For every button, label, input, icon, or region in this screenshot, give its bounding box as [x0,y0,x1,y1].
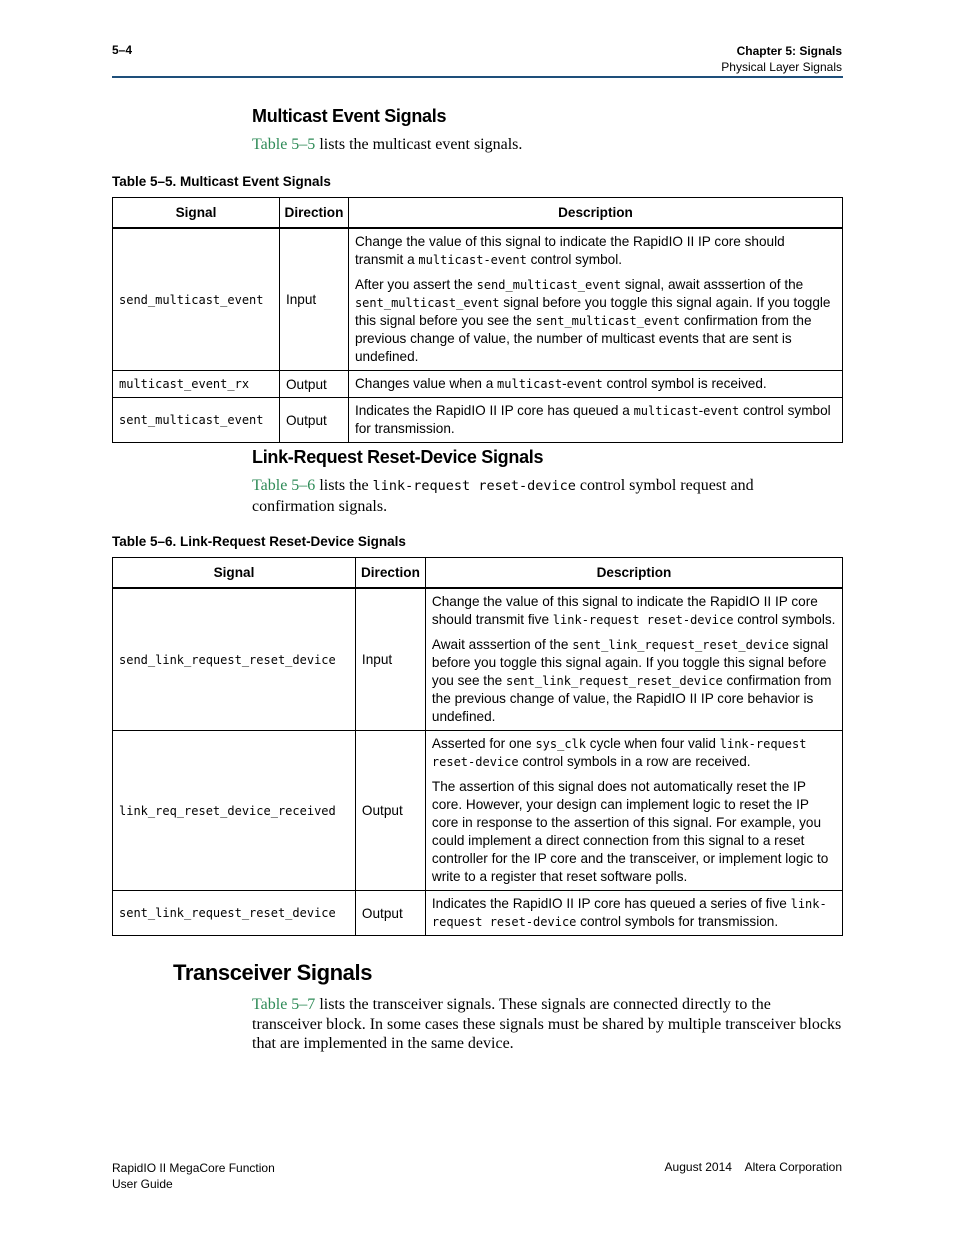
signal-direction: Output [279,371,348,398]
linkreq-table [112,557,843,936]
signal-description: Indicates the RapidIO II IP core has queued a series of five link-request reset-device control symbols for transmission. [425,891,842,936]
transceiver-heading: Transceiver Signals [173,960,373,985]
transceiver-intro: Table 5–7 lists the transceiver signals. These signals are connected directly to the transceiver block. In some cases these signals must be shared by multiple transceiver blocks that are implemented in the same device. [252,996,842,1052]
signal-name: link_req_reset_device_received [113,731,356,891]
signal-direction: Output [279,398,348,443]
header-rule [112,76,843,78]
signal-description: Indicates the RapidIO II IP core has queued a multicast-event control symbol for transmission. [348,398,842,443]
signal-direction: Input [279,228,348,371]
table-row [113,398,843,443]
column-header: Direction [279,198,348,229]
column-header: Description [348,198,842,229]
table-row [113,228,843,371]
multicast-intro: Table 5–5 lists the multicast event signals. [252,136,523,153]
signal-description: Asserted for one sys_clk cycle when four valid link-request reset-device control symbols in a row are received. The assertion of this signal does not automatically reset the IP core. However, your design can implement logic to reset the IP core in response to the assertion of this signal. For example, you could implement a direct connection from this signal to a reset controller for the IP core and the transceiver, or implement logic to write to a register that reset software polls. [425,731,842,891]
table-5-6-caption: Table 5–6. Link-Request Reset-Device Signals [112,534,406,549]
signal-direction: Output [355,731,425,891]
signal-name: sent_multicast_event [113,398,280,443]
multicast-table [112,197,843,443]
linkreq-intro: Table 5–6 lists the link-request reset-device control symbol request and confirmation signals. [252,477,754,515]
page-number: 5–4 [112,43,133,57]
table-row [113,731,843,891]
running-header [721,43,842,75]
table-row [113,891,843,936]
signal-description: Changes value when a multicast-event control symbol is received. [348,371,842,398]
footer-product: RapidIO II MegaCore Function User Guide [112,1161,275,1191]
table-header-row [113,198,843,229]
column-header: Signal [113,198,280,229]
column-header: Description [425,558,842,589]
table-row [113,371,843,398]
footer-date-company: August 2014 Altera Corporation [664,1160,842,1174]
chapter-title: Chapter 5: Signals [736,44,842,58]
signal-name: send_link_request_reset_device [113,588,356,731]
section-title: Physical Layer Signals [721,60,842,74]
table-header-row [113,558,843,589]
signal-name: send_multicast_event [113,228,280,371]
signal-name: multicast_event_rx [113,371,280,398]
table-5-6-link[interactable]: Table 5–6 [252,477,316,494]
signal-description: Change the value of this signal to indicate the RapidIO II IP core should transmit a multicast-event control symbol. After you assert the send_multicast_event signal, await asssertion of the sent_multicast_event signal before you toggle this signal again. If you toggle this signal before you see the sent_multicast_event confirmation from the previous change of value, the number of multicast events that are sent is undefined. [348,228,842,371]
signal-direction: Output [355,891,425,936]
signal-name: sent_link_request_reset_device [113,891,356,936]
signal-direction: Input [355,588,425,731]
column-header: Direction [355,558,425,589]
column-header: Signal [113,558,356,589]
table-5-7-link[interactable]: Table 5–7 [252,996,316,1013]
multicast-heading: Multicast Event Signals [252,106,447,126]
table-5-5-link[interactable]: Table 5–5 [252,136,316,153]
table-row [113,588,843,731]
table-5-5-caption: Table 5–5. Multicast Event Signals [112,174,331,189]
linkreq-heading: Link-Request Reset-Device Signals [252,447,544,467]
signal-description: Change the value of this signal to indicate the RapidIO II IP core should transmit five link-request reset-device control symbols. Await asssertion of the sent_link_request_reset_device signal before you toggle this signal again. If you toggle this signal before you see the sent_link_request_reset_device confirmation from the previous change of value, the RapidIO II IP core behavior is undefined. [425,588,842,731]
